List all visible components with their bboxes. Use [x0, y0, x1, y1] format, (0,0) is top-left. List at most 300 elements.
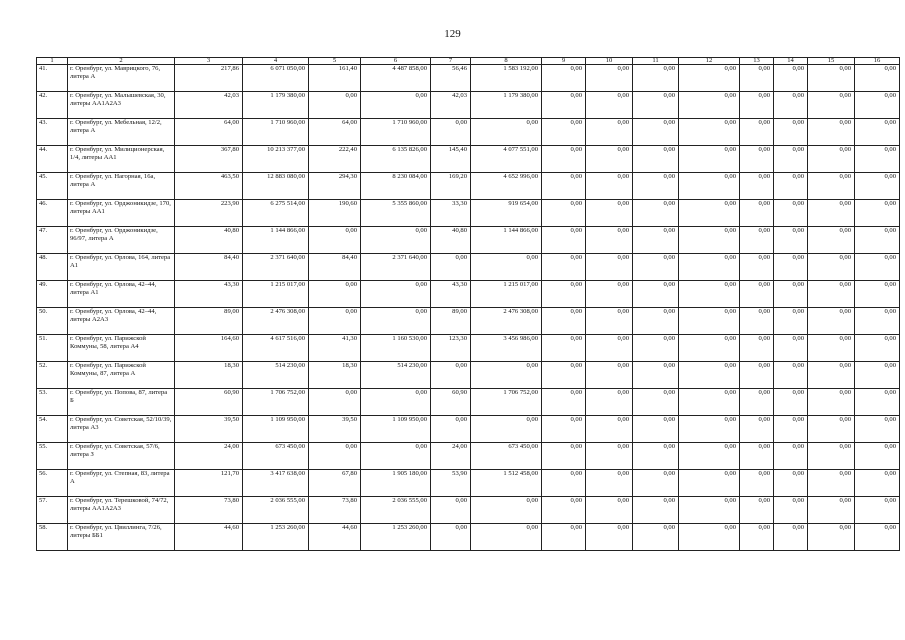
col9-cell: 0,00 — [542, 362, 586, 389]
col16-cell: 0,00 — [855, 227, 900, 254]
address-cell: г. Оренбург, ул. Милиционерская, 1/4, литеры АА1 — [68, 146, 175, 173]
col12-cell: 0,00 — [679, 443, 740, 470]
col10-cell: 0,00 — [586, 497, 633, 524]
col10-cell: 0,00 — [586, 443, 633, 470]
col4-cell: 1 109 950,00 — [243, 416, 309, 443]
col9-cell: 0,00 — [542, 227, 586, 254]
col8-cell: 4 652 996,00 — [471, 173, 542, 200]
col15-cell: 0,00 — [808, 119, 855, 146]
col8-cell: 1 215 017,00 — [471, 281, 542, 308]
col11-cell: 0,00 — [633, 200, 679, 227]
col10-cell: 0,00 — [586, 416, 633, 443]
col6-cell: 1 160 530,00 — [361, 335, 431, 362]
col5-cell: 0,00 — [309, 227, 361, 254]
col4-cell: 1 253 260,00 — [243, 524, 309, 551]
col4-cell: 6 275 514,00 — [243, 200, 309, 227]
col4-cell: 10 213 377,00 — [243, 146, 309, 173]
col7-cell: 42,03 — [431, 92, 471, 119]
col12-cell: 0,00 — [679, 524, 740, 551]
col8-cell: 1 512 458,00 — [471, 470, 542, 497]
col6-cell: 1 109 950,00 — [361, 416, 431, 443]
col7-cell: 0,00 — [431, 119, 471, 146]
col9-cell: 0,00 — [542, 92, 586, 119]
column-number-12: 12 — [679, 58, 740, 65]
col3-cell: 42,03 — [175, 92, 243, 119]
col6-cell: 6 135 826,00 — [361, 146, 431, 173]
col14-cell: 0,00 — [774, 524, 808, 551]
col4-cell: 1 710 960,00 — [243, 119, 309, 146]
col13-cell: 0,00 — [740, 65, 774, 92]
col12-cell: 0,00 — [679, 254, 740, 281]
col11-cell: 0,00 — [633, 335, 679, 362]
row-number: 50. — [37, 308, 68, 335]
col13-cell: 0,00 — [740, 227, 774, 254]
row-number: 41. — [37, 65, 68, 92]
col9-cell: 0,00 — [542, 254, 586, 281]
col7-cell: 33,30 — [431, 200, 471, 227]
col11-cell: 0,00 — [633, 470, 679, 497]
col6-cell: 1 253 260,00 — [361, 524, 431, 551]
col9-cell: 0,00 — [542, 65, 586, 92]
col6-cell: 8 230 084,00 — [361, 173, 431, 200]
col9-cell: 0,00 — [542, 119, 586, 146]
col9-cell: 0,00 — [542, 524, 586, 551]
col14-cell: 0,00 — [774, 416, 808, 443]
col3-cell: 40,80 — [175, 227, 243, 254]
table-row — [37, 524, 900, 551]
col14-cell: 0,00 — [774, 443, 808, 470]
col14-cell: 0,00 — [774, 497, 808, 524]
col15-cell: 0,00 — [808, 281, 855, 308]
col4-cell: 2 371 640,00 — [243, 254, 309, 281]
col9-cell: 0,00 — [542, 200, 586, 227]
col6-cell: 5 355 860,00 — [361, 200, 431, 227]
col11-cell: 0,00 — [633, 65, 679, 92]
col16-cell: 0,00 — [855, 92, 900, 119]
col4-cell: 1 215 017,00 — [243, 281, 309, 308]
col6-cell: 0,00 — [361, 443, 431, 470]
col7-cell: 60,90 — [431, 389, 471, 416]
col5-cell: 161,40 — [309, 65, 361, 92]
table-row — [37, 389, 900, 416]
col5-cell: 73,80 — [309, 497, 361, 524]
col8-cell: 1 583 192,00 — [471, 65, 542, 92]
table-row — [37, 146, 900, 173]
col14-cell: 0,00 — [774, 362, 808, 389]
column-number-2: 2 — [68, 58, 175, 65]
table-row — [37, 497, 900, 524]
table-row — [37, 335, 900, 362]
col3-cell: 60,90 — [175, 389, 243, 416]
col13-cell: 0,00 — [740, 416, 774, 443]
col11-cell: 0,00 — [633, 119, 679, 146]
col11-cell: 0,00 — [633, 308, 679, 335]
column-number-row — [37, 58, 900, 65]
col6-cell: 0,00 — [361, 389, 431, 416]
table-row — [37, 416, 900, 443]
col10-cell: 0,00 — [586, 254, 633, 281]
col15-cell: 0,00 — [808, 227, 855, 254]
col10-cell: 0,00 — [586, 335, 633, 362]
col11-cell: 0,00 — [633, 92, 679, 119]
col7-cell: 40,80 — [431, 227, 471, 254]
col12-cell: 0,00 — [679, 65, 740, 92]
col15-cell: 0,00 — [808, 524, 855, 551]
col7-cell: 169,20 — [431, 173, 471, 200]
col14-cell: 0,00 — [774, 200, 808, 227]
col4-cell: 1 144 866,00 — [243, 227, 309, 254]
col4-cell: 1 706 752,00 — [243, 389, 309, 416]
col14-cell: 0,00 — [774, 281, 808, 308]
col15-cell: 0,00 — [808, 173, 855, 200]
col6-cell: 1 905 180,00 — [361, 470, 431, 497]
col6-cell: 0,00 — [361, 227, 431, 254]
col9-cell: 0,00 — [542, 443, 586, 470]
col6-cell: 0,00 — [361, 308, 431, 335]
col8-cell: 0,00 — [471, 362, 542, 389]
col5-cell: 39,50 — [309, 416, 361, 443]
address-cell: г. Оренбург, ул. Маврицкого, 76, литера А — [68, 65, 175, 92]
col12-cell: 0,00 — [679, 146, 740, 173]
col5-cell: 41,30 — [309, 335, 361, 362]
table-row — [37, 227, 900, 254]
col8-cell: 4 077 551,00 — [471, 146, 542, 173]
col12-cell: 0,00 — [679, 470, 740, 497]
col16-cell: 0,00 — [855, 119, 900, 146]
col14-cell: 0,00 — [774, 470, 808, 497]
col16-cell: 0,00 — [855, 335, 900, 362]
col5-cell: 84,40 — [309, 254, 361, 281]
col11-cell: 0,00 — [633, 146, 679, 173]
col15-cell: 0,00 — [808, 200, 855, 227]
col12-cell: 0,00 — [679, 227, 740, 254]
col16-cell: 0,00 — [855, 389, 900, 416]
column-number-3: 3 — [175, 58, 243, 65]
col7-cell: 24,00 — [431, 443, 471, 470]
row-number: 53. — [37, 389, 68, 416]
row-number: 48. — [37, 254, 68, 281]
col14-cell: 0,00 — [774, 308, 808, 335]
col4-cell: 514 230,00 — [243, 362, 309, 389]
column-number-5: 5 — [309, 58, 361, 65]
column-number-6: 6 — [361, 58, 431, 65]
col10-cell: 0,00 — [586, 146, 633, 173]
col3-cell: 217,86 — [175, 65, 243, 92]
address-cell: г. Оренбург, ул. Парижской Коммуны, 58, литера А4 — [68, 335, 175, 362]
row-number: 57. — [37, 497, 68, 524]
col3-cell: 89,00 — [175, 308, 243, 335]
address-cell: г. Оренбург, ул. Советская, 57/6, литера З — [68, 443, 175, 470]
col12-cell: 0,00 — [679, 173, 740, 200]
col7-cell: 0,00 — [431, 254, 471, 281]
col5-cell: 0,00 — [309, 92, 361, 119]
col13-cell: 0,00 — [740, 92, 774, 119]
col11-cell: 0,00 — [633, 254, 679, 281]
col4-cell: 6 071 050,00 — [243, 65, 309, 92]
table-row — [37, 362, 900, 389]
col13-cell: 0,00 — [740, 362, 774, 389]
col14-cell: 0,00 — [774, 389, 808, 416]
col13-cell: 0,00 — [740, 308, 774, 335]
row-number: 44. — [37, 146, 68, 173]
col7-cell: 123,30 — [431, 335, 471, 362]
col13-cell: 0,00 — [740, 443, 774, 470]
address-cell: г. Оренбург, ул. Степная, 83, литера А — [68, 470, 175, 497]
address-cell: г. Оренбург, ул. Цвиллинга, 7/26, литеры ББ1 — [68, 524, 175, 551]
row-number: 45. — [37, 173, 68, 200]
col16-cell: 0,00 — [855, 416, 900, 443]
col5-cell: 67,80 — [309, 470, 361, 497]
col14-cell: 0,00 — [774, 65, 808, 92]
col3-cell: 64,00 — [175, 119, 243, 146]
col14-cell: 0,00 — [774, 173, 808, 200]
col14-cell: 0,00 — [774, 254, 808, 281]
col15-cell: 0,00 — [808, 416, 855, 443]
col7-cell: 43,30 — [431, 281, 471, 308]
col9-cell: 0,00 — [542, 389, 586, 416]
col13-cell: 0,00 — [740, 497, 774, 524]
col10-cell: 0,00 — [586, 362, 633, 389]
column-number-9: 9 — [542, 58, 586, 65]
col13-cell: 0,00 — [740, 281, 774, 308]
col10-cell: 0,00 — [586, 92, 633, 119]
col8-cell: 0,00 — [471, 119, 542, 146]
col10-cell: 0,00 — [586, 389, 633, 416]
column-number-16: 16 — [855, 58, 900, 65]
table-row — [37, 470, 900, 497]
col15-cell: 0,00 — [808, 308, 855, 335]
page-number: 129 — [444, 28, 461, 40]
col7-cell: 89,00 — [431, 308, 471, 335]
col15-cell: 0,00 — [808, 92, 855, 119]
col7-cell: 0,00 — [431, 497, 471, 524]
row-number: 43. — [37, 119, 68, 146]
col10-cell: 0,00 — [586, 119, 633, 146]
column-number-8: 8 — [471, 58, 542, 65]
row-number: 58. — [37, 524, 68, 551]
address-cell: г. Оренбург, ул. Советская, 52/10/39, литера А3 — [68, 416, 175, 443]
col11-cell: 0,00 — [633, 443, 679, 470]
col6-cell: 514 230,00 — [361, 362, 431, 389]
address-cell: г. Оренбург, ул. Орлова, 42–44, литеры А2А3 — [68, 308, 175, 335]
col4-cell: 2 476 308,00 — [243, 308, 309, 335]
col10-cell: 0,00 — [586, 173, 633, 200]
col13-cell: 0,00 — [740, 119, 774, 146]
col15-cell: 0,00 — [808, 335, 855, 362]
col8-cell: 919 654,00 — [471, 200, 542, 227]
col3-cell: 44,60 — [175, 524, 243, 551]
col14-cell: 0,00 — [774, 119, 808, 146]
col7-cell: 0,00 — [431, 524, 471, 551]
col6-cell: 2 036 555,00 — [361, 497, 431, 524]
address-cell: г. Оренбург, ул. Орджоникидзе, 96/97, литера А — [68, 227, 175, 254]
table-row — [37, 443, 900, 470]
col12-cell: 0,00 — [679, 92, 740, 119]
col13-cell: 0,00 — [740, 389, 774, 416]
col5-cell: 0,00 — [309, 389, 361, 416]
col7-cell: 145,40 — [431, 146, 471, 173]
col11-cell: 0,00 — [633, 362, 679, 389]
col8-cell: 3 456 986,00 — [471, 335, 542, 362]
col8-cell: 0,00 — [471, 497, 542, 524]
col9-cell: 0,00 — [542, 335, 586, 362]
col6-cell: 2 371 640,00 — [361, 254, 431, 281]
col7-cell: 0,00 — [431, 416, 471, 443]
col4-cell: 673 450,00 — [243, 443, 309, 470]
row-number: 54. — [37, 416, 68, 443]
col3-cell: 223,90 — [175, 200, 243, 227]
column-number-11: 11 — [633, 58, 679, 65]
col5-cell: 64,00 — [309, 119, 361, 146]
row-number: 49. — [37, 281, 68, 308]
col9-cell: 0,00 — [542, 281, 586, 308]
col3-cell: 73,80 — [175, 497, 243, 524]
col3-cell: 164,60 — [175, 335, 243, 362]
table-row — [37, 254, 900, 281]
address-cell: г. Оренбург, ул. Орлова, 42–44, литера А1 — [68, 281, 175, 308]
column-number-1: 1 — [37, 58, 68, 65]
column-number-15: 15 — [808, 58, 855, 65]
col5-cell: 44,60 — [309, 524, 361, 551]
col16-cell: 0,00 — [855, 524, 900, 551]
col8-cell: 0,00 — [471, 254, 542, 281]
col4-cell: 3 417 638,00 — [243, 470, 309, 497]
col3-cell: 43,30 — [175, 281, 243, 308]
col11-cell: 0,00 — [633, 227, 679, 254]
col16-cell: 0,00 — [855, 200, 900, 227]
address-cell: г. Оренбург, ул. Попова, 87, литера Б — [68, 389, 175, 416]
col5-cell: 0,00 — [309, 443, 361, 470]
column-number-7: 7 — [431, 58, 471, 65]
col9-cell: 0,00 — [542, 308, 586, 335]
col14-cell: 0,00 — [774, 227, 808, 254]
col4-cell: 4 617 516,00 — [243, 335, 309, 362]
address-cell: г. Оренбург, ул. Мебельная, 12/2, литера А — [68, 119, 175, 146]
col5-cell: 222,40 — [309, 146, 361, 173]
col12-cell: 0,00 — [679, 416, 740, 443]
col14-cell: 0,00 — [774, 335, 808, 362]
col16-cell: 0,00 — [855, 497, 900, 524]
col15-cell: 0,00 — [808, 146, 855, 173]
table-row — [37, 173, 900, 200]
col16-cell: 0,00 — [855, 470, 900, 497]
col13-cell: 0,00 — [740, 200, 774, 227]
col11-cell: 0,00 — [633, 497, 679, 524]
col16-cell: 0,00 — [855, 308, 900, 335]
col13-cell: 0,00 — [740, 146, 774, 173]
col12-cell: 0,00 — [679, 362, 740, 389]
row-number: 46. — [37, 200, 68, 227]
table-row — [37, 200, 900, 227]
col10-cell: 0,00 — [586, 65, 633, 92]
col15-cell: 0,00 — [808, 470, 855, 497]
data-table — [36, 57, 900, 551]
column-number-4: 4 — [243, 58, 309, 65]
col3-cell: 84,40 — [175, 254, 243, 281]
col8-cell: 2 476 308,00 — [471, 308, 542, 335]
col15-cell: 0,00 — [808, 254, 855, 281]
col12-cell: 0,00 — [679, 497, 740, 524]
col3-cell: 18,30 — [175, 362, 243, 389]
col7-cell: 56,46 — [431, 65, 471, 92]
col8-cell: 1 706 752,00 — [471, 389, 542, 416]
col3-cell: 24,00 — [175, 443, 243, 470]
row-number: 51. — [37, 335, 68, 362]
row-number: 56. — [37, 470, 68, 497]
table-row — [37, 308, 900, 335]
col10-cell: 0,00 — [586, 227, 633, 254]
col16-cell: 0,00 — [855, 146, 900, 173]
col13-cell: 0,00 — [740, 470, 774, 497]
col4-cell: 1 179 380,00 — [243, 92, 309, 119]
col11-cell: 0,00 — [633, 281, 679, 308]
col12-cell: 0,00 — [679, 119, 740, 146]
col6-cell: 0,00 — [361, 281, 431, 308]
address-cell: г. Оренбург, ул. Терешковой, 74/72, литеры АА1А2А3 — [68, 497, 175, 524]
col9-cell: 0,00 — [542, 416, 586, 443]
col11-cell: 0,00 — [633, 416, 679, 443]
col4-cell: 12 883 080,00 — [243, 173, 309, 200]
col5-cell: 18,30 — [309, 362, 361, 389]
col11-cell: 0,00 — [633, 173, 679, 200]
row-number: 52. — [37, 362, 68, 389]
col6-cell: 0,00 — [361, 92, 431, 119]
col5-cell: 0,00 — [309, 308, 361, 335]
col12-cell: 0,00 — [679, 200, 740, 227]
col10-cell: 0,00 — [586, 281, 633, 308]
col10-cell: 0,00 — [586, 470, 633, 497]
col3-cell: 463,50 — [175, 173, 243, 200]
col10-cell: 0,00 — [586, 524, 633, 551]
col3-cell: 121,70 — [175, 470, 243, 497]
col14-cell: 0,00 — [774, 92, 808, 119]
col13-cell: 0,00 — [740, 173, 774, 200]
col8-cell: 1 179 380,00 — [471, 92, 542, 119]
address-cell: г. Оренбург, ул. Малышевская, 30, литеры АА1А2А3 — [68, 92, 175, 119]
table-row — [37, 65, 900, 92]
col14-cell: 0,00 — [774, 146, 808, 173]
col5-cell: 190,60 — [309, 200, 361, 227]
col12-cell: 0,00 — [679, 335, 740, 362]
address-cell: г. Оренбург, ул. Нагорная, 16а, литера А — [68, 173, 175, 200]
col4-cell: 2 036 555,00 — [243, 497, 309, 524]
col9-cell: 0,00 — [542, 497, 586, 524]
col9-cell: 0,00 — [542, 470, 586, 497]
col15-cell: 0,00 — [808, 389, 855, 416]
col15-cell: 0,00 — [808, 443, 855, 470]
col13-cell: 0,00 — [740, 254, 774, 281]
col3-cell: 367,80 — [175, 146, 243, 173]
col11-cell: 0,00 — [633, 389, 679, 416]
col8-cell: 0,00 — [471, 416, 542, 443]
col15-cell: 0,00 — [808, 497, 855, 524]
col3-cell: 39,50 — [175, 416, 243, 443]
col13-cell: 0,00 — [740, 524, 774, 551]
col7-cell: 0,00 — [431, 362, 471, 389]
col15-cell: 0,00 — [808, 362, 855, 389]
col16-cell: 0,00 — [855, 281, 900, 308]
column-number-10: 10 — [586, 58, 633, 65]
address-cell: г. Оренбург, ул. Орлова, 164, литера А1 — [68, 254, 175, 281]
col16-cell: 0,00 — [855, 443, 900, 470]
address-cell: г. Оренбург, ул. Орджоникидзе, 170, литеры АА1 — [68, 200, 175, 227]
col16-cell: 0,00 — [855, 362, 900, 389]
col8-cell: 0,00 — [471, 524, 542, 551]
row-number: 47. — [37, 227, 68, 254]
col8-cell: 673 450,00 — [471, 443, 542, 470]
col12-cell: 0,00 — [679, 389, 740, 416]
address-cell: г. Оренбург, ул. Парижской Коммуны, 87, литера А — [68, 362, 175, 389]
